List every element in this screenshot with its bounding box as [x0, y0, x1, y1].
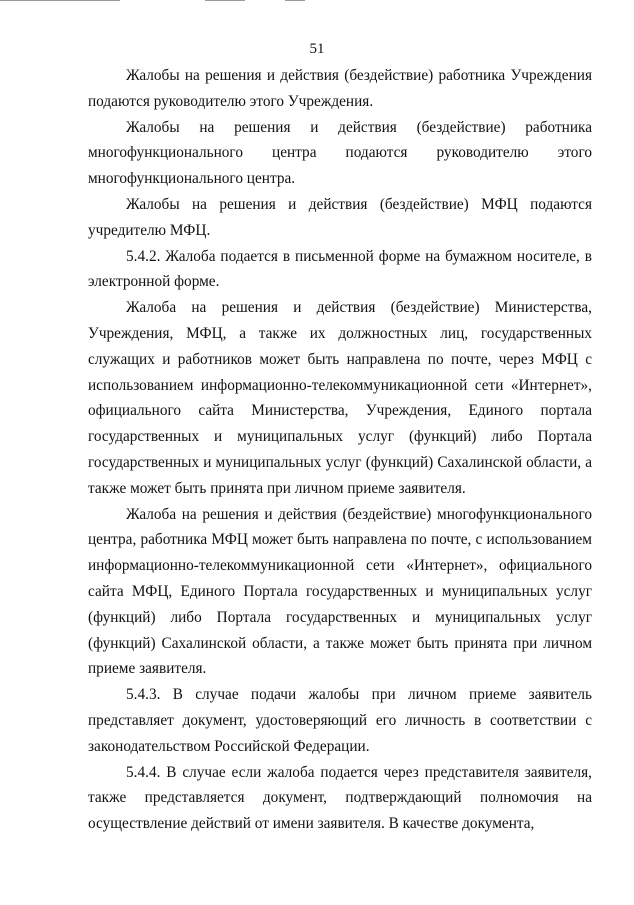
scan-edge-line-left: [0, 0, 120, 1]
page-number: 51: [309, 41, 325, 57]
paragraph-1: Жалобы на решения и действия (бездействие) работника Учреждения подаются руководителю этого Учреждения.: [88, 67, 592, 110]
paragraph-5: Жалоба на решения и действия (бездействие) Министерства, Учреждения, МФЦ, а также их должностных лиц, государственных служащих и работников может быть направлена по почте, через МФЦ с использованием информационно-телекоммуникационной сети «Интернет», официального сайта Министерства, Учреждения, Единого портала государственных и муниципальных услуг (функций) либо Портала государственных и муниципальных услуг (функций) Сахалинской области, а также может быть принята при личном приеме заявителя.: [88, 299, 592, 497]
paragraph-4: 5.4.2. Жалоба подается в письменной форме на бумажном носителе, в электронной форме.: [88, 247, 592, 291]
document-body: [88, 63, 592, 837]
paragraph-3: Жалобы на решения и действия (бездействие) МФЦ подаются учредителю МФЦ.: [88, 195, 592, 239]
paragraph-8: 5.4.4. В случае если жалоба подается через представителя заявителя, также представляется документ, подтверждающий полномочия на осуществление действий от имени заявителя. В качестве документа,: [88, 763, 592, 833]
scan-edge-line-middle: [205, 0, 245, 1]
paragraph-6: Жалоба на решения и действия (бездействие) многофункционального центра, работника МФЦ может быть направлена по почте, с использованием информационно-телекоммуникационной сети «Интернет», официального сайта МФЦ, Единого Портала государственных и муниципальных услуг (функций) либо Портала государственных и муниципальных услуг (функций) Сахалинской области, а также может быть принята при личном приеме заявителя.: [88, 505, 592, 678]
scan-edge-line-right: [285, 0, 305, 1]
paragraph-7: 5.4.3. В случае подачи жалобы при личном приеме заявитель представляет документ, удостоверяющий его личность в соответствии с законодательством Российской Федерации.: [88, 686, 592, 755]
paragraph-2: Жалобы на решения и действия (бездействие) работника многофункционального центра подаются руководителю этого многофункционального центра.: [88, 118, 592, 188]
